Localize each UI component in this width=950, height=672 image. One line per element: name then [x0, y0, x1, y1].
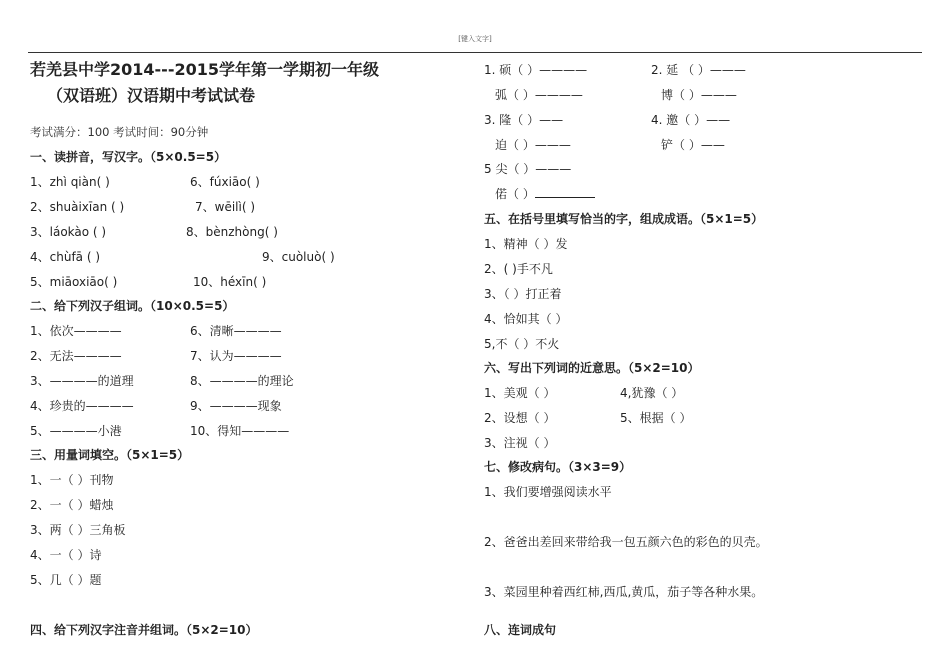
question-item: 2、shuàixīan ( ) — [30, 200, 125, 214]
question-item: 1、zhì qiàn( ) — [30, 175, 110, 189]
question-item: 1、精神（ ）发 — [484, 237, 568, 251]
question-item: 4. 邀（ ）—— — [651, 113, 731, 127]
question-item: 2、( )手不凡 — [484, 262, 553, 276]
question-item: 博（ ）——— — [661, 88, 737, 102]
section-5-heading: 五、在括号里填写恰当的字，组成成语。（5×1=5） — [484, 212, 764, 226]
question-item: 3、láokào ( ) — [30, 225, 107, 239]
question-item: 7、认为———— — [190, 349, 282, 363]
header-rule — [28, 52, 922, 53]
section-3-heading: 三、用量词填空。（5×1=5） — [30, 448, 190, 462]
question-item: 5,不（ ）不火 — [484, 337, 560, 351]
question-item: 10、héxīn( ) — [193, 275, 267, 289]
question-item: 5、几（ ）题 — [30, 573, 102, 587]
question-item: 迫（ ）——— — [495, 138, 571, 152]
question-item: 2、设想（ ） — [484, 411, 556, 425]
question-item: 5 尖（ ）——— — [484, 162, 572, 176]
section-1-heading: 一、读拼音，写汉字。（5×0.5=5） — [30, 150, 227, 164]
answer-blank — [535, 186, 595, 198]
question-item: 3、————的道理 — [30, 374, 134, 388]
question-item: 3、注视（ ） — [484, 436, 556, 450]
question-item: 4、一（ ）诗 — [30, 548, 102, 562]
title-line-1: 若羌县中学2014---2015学年第一学期初一年级 — [30, 60, 379, 79]
question-item: 1. 硕（ ）———— — [484, 63, 588, 77]
question-item: 4、珍贵的———— — [30, 399, 134, 413]
question-item: 2、无法———— — [30, 349, 122, 363]
page-header: [键入文字] — [458, 35, 492, 43]
question-item: 3. 隆（ ）—— — [484, 113, 564, 127]
exam-info: 考试满分：100 考试时间：90分钟 — [30, 125, 209, 139]
question-item: 1、一（ ）刊物 — [30, 473, 114, 487]
question-item: 9、cuòluò( ) — [262, 250, 335, 264]
question-item: 3、两（ ）三角板 — [30, 523, 126, 537]
question-item: 3、（ ）打正着 — [484, 287, 562, 301]
question-text: 偌（ ） — [495, 187, 535, 201]
question-item: 10、得知———— — [190, 424, 290, 438]
question-item: 2、一（ ）蜡烛 — [30, 498, 114, 512]
title-line-2: （双语班）汉语期中考试试卷 — [47, 86, 256, 105]
question-item: 7、wēilì( ) — [195, 200, 256, 214]
question-item: 5、miāoxiāo( ) — [30, 275, 118, 289]
question-item: 3、菜园里种着西红柿,西瓜,黄瓜，茄子等各种水果。 — [484, 585, 764, 599]
question-item: 6、清晰———— — [190, 324, 282, 338]
question-item: 2、爸爸出差回来带给我一包五颜六色的彩色的贝壳。 — [484, 535, 768, 549]
question-item: 5、————小港 — [30, 424, 122, 438]
section-2-heading: 二、给下列汉子组词。（10×0.5=5） — [30, 299, 235, 313]
question-item: 弧（ ）———— — [495, 88, 583, 102]
question-item: 9、————现象 — [190, 399, 282, 413]
question-item: 铲（ ）—— — [661, 138, 725, 152]
question-item: 4,犹豫（ ） — [620, 386, 684, 400]
question-item — [495, 186, 595, 202]
question-item: 2. 延 （ ）——— — [651, 63, 746, 77]
section-8-heading: 八、连词成句 — [484, 623, 557, 637]
question-item: 8、bènzhòng( ) — [186, 225, 278, 239]
question-item: 5、根据（ ） — [620, 411, 692, 425]
question-item: 1、我们要增强阅读水平 — [484, 485, 612, 499]
question-item: 6、fúxiāo( ) — [190, 175, 260, 189]
section-7-heading: 七、修改病句。（3×3=9） — [484, 460, 632, 474]
question-item: 4、chùfā ( ) — [30, 250, 101, 264]
section-6-heading: 六、写出下列词的近意思。（5×2=10） — [484, 361, 700, 375]
question-item: 1、依次———— — [30, 324, 122, 338]
question-item: 8、————的理论 — [190, 374, 294, 388]
question-item: 1、美观（ ） — [484, 386, 556, 400]
question-item: 4、恰如其（ ） — [484, 312, 568, 326]
section-4-heading: 四、给下列汉字注音并组词。（5×2=10） — [30, 623, 258, 637]
